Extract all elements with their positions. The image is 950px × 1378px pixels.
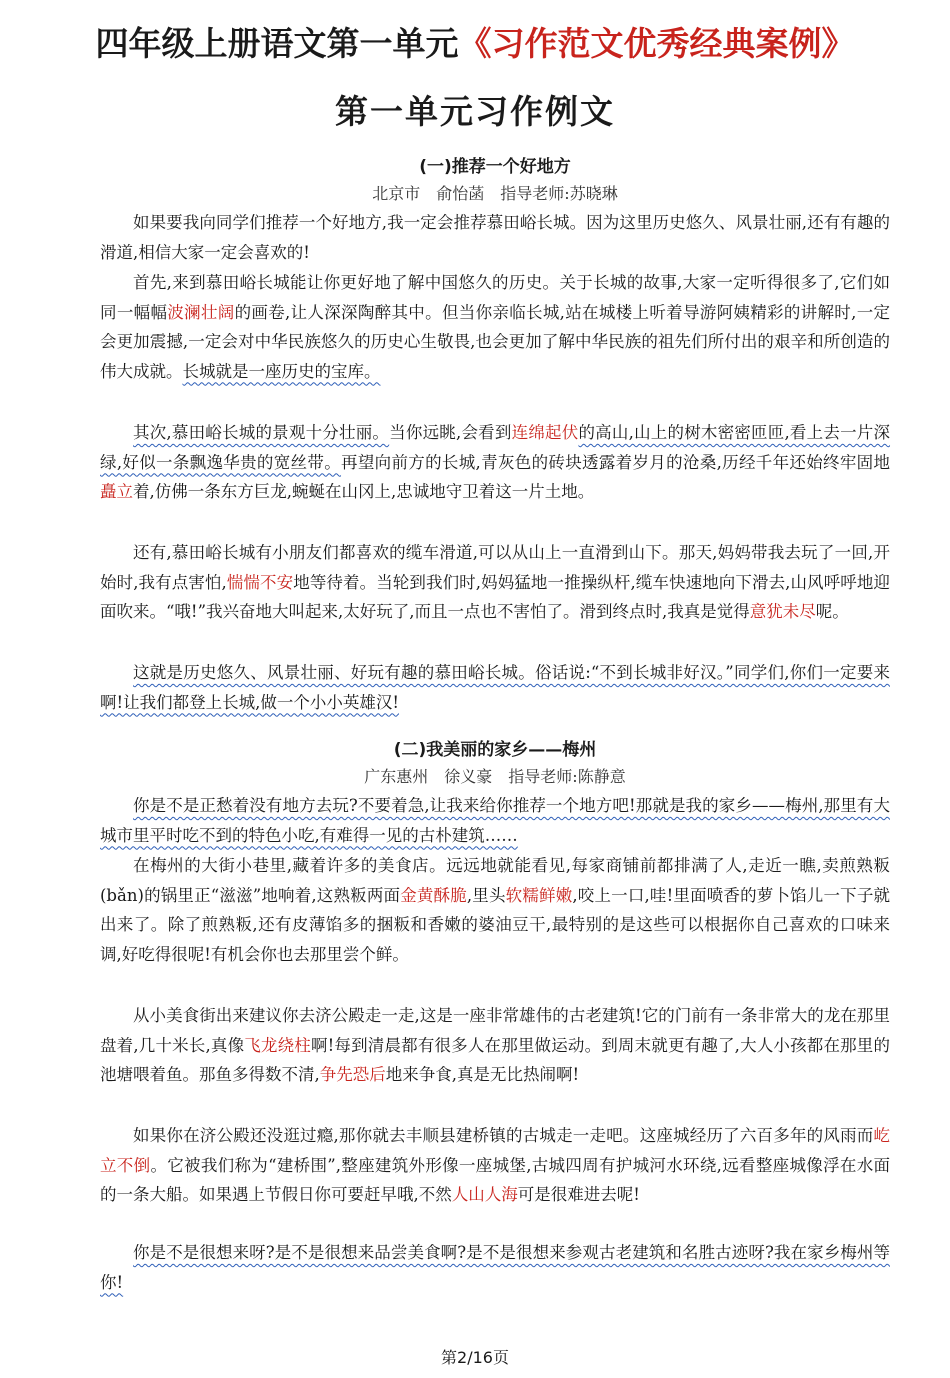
header-title-grade: 四年级上册语文第一单元 (95, 23, 459, 63)
text-run: 可是很难进去呢! (517, 1185, 640, 1204)
essay-2-paragraph (100, 1001, 890, 1090)
underlined-sentence: 的高山,山上的树木密密匝匝,看上去一片深绿,好似一条飘逸华贵的宽丝带。 (100, 423, 891, 472)
text-run: 如果你在济公殿还没逛过瘾,那你就去丰顺县建桥镇的古城走一走吧。这座城经历了六百多年的风雨而 (133, 1126, 874, 1145)
page-header (0, 0, 950, 82)
text-run: 首先,来到慕田峪长城能让你更好地了解中国悠久的历史。关于长城的故事,大家一定听得很多了,它们如同一幅幅 (100, 273, 890, 322)
highlighted-phrase: 金黄酥脆 (400, 885, 467, 905)
essay-1-paragraph (100, 538, 890, 627)
text-run: 从小美食街出来建议你去济公殿走一走,这是一座非常雄伟的古老建筑!它的门前有一条非常大的龙在那里盘着,几十米长,真像 (100, 1006, 890, 1055)
text-run: 地来争食,真是无比热闹啊! (385, 1065, 580, 1084)
essay-2-paragraph (100, 851, 890, 969)
page-number: 第2/16页 (441, 1348, 509, 1367)
highlighted-phrase: 连绵起伏 (511, 423, 579, 442)
text-run: 呢。 (815, 602, 849, 621)
text-run: 。它被我们称为“建桥围”,整座建筑外形像一座城堡,古城四周有护城河水环绕,远看整座城像浮在水面的一条大船。如果遇上节假日你可要赶早哦,不然 (100, 1155, 891, 1204)
underlined-sentence: 你是不是正愁着没有地方去玩?不要着急,让我来给你推荐一个地方吧!那就是我的家乡——梅州,那里有大城市里平时吃不到的特色小吃,有难得一见的古朴建筑…… (100, 796, 890, 845)
main-title: 第一单元习作例文 (335, 92, 615, 131)
highlighted-phrase: 惴惴不安 (226, 572, 294, 592)
highlighted-phrase: 矗立 (100, 482, 133, 501)
highlighted-phrase: 软糯鲜嫩 (505, 885, 573, 905)
essay-1-title: (一)推荐一个好地方 (419, 157, 571, 177)
essay-2-byline: 广东惠州 徐义豪 指导老师:陈静意 (364, 767, 626, 786)
underlined-sentence: 你是不是很想来呀?是不是很想来品尝美食啊?是不是很想来参观古老建筑和名胜古迹呀?我在家乡梅州等你! (100, 1243, 890, 1292)
essay-2-paragraph (100, 1238, 890, 1297)
highlighted-phrase: 争先恐后 (319, 1065, 386, 1084)
text-run: 着,仿佛一条东方巨龙,蜿蜒在山冈上,忠诚地守卫着这一片土地。 (133, 482, 595, 501)
underlined-sentence: 这就是历史悠久、风景壮丽、好玩有趣的慕田峪长城。俗话说:“不到长城非好汉。”同学们,你们一定要来啊!让我们都登上长城,做一个小小英雄汉! (100, 663, 890, 712)
text-run: ,咬上一口,哇!里面喷香的萝卜馅儿一下子就出来了。除了煎熟粄,还有皮薄馅多的捆粄和香嫩的婆油豆干,最特别的是这些可以根据你自己喜欢的口味来调,好吃得很呢!有机会你也去那里尝个鲜。 (100, 885, 891, 964)
text-run: 在梅州的大街小巷里,藏着许多的美食店。远远地就能看见,每家商铺前都排满了人,走近一瞧,卖煎熟粄(bǎn)的锅里正“滋滋”地响着,这熟粄两面 (100, 856, 890, 905)
underlined-sentence: 长城就是一座历史的宝库。 (182, 361, 381, 381)
text-run: ,里头 (466, 885, 506, 905)
highlighted-phrase: 波澜壮阔 (167, 302, 235, 322)
text-run: 如果要我向同学们推荐一个好地方,我一定会推荐慕田峪长城。因为这里历史悠久、风景壮丽,还有有趣的滑道,相信大家一定会喜欢的! (100, 213, 890, 262)
highlighted-phrase: 飞龙绕柱 (244, 1035, 311, 1055)
header-title-collection: 《习作范文优秀经典案例》 (458, 23, 855, 63)
essay-1-paragraph (100, 268, 890, 386)
essay-2-paragraph (100, 1121, 890, 1210)
essay-2-paragraph (100, 791, 890, 850)
text-run: 地等待着。当轮到我们时,妈妈猛地一推操纵杆,缆车快速地向下滑去,山风呼呼地迎面吹来。“哦!”我兴奋地大叫起来,太好玩了,而且一点也不害怕了。滑到终点时,我真是觉得 (100, 572, 890, 621)
essay-1-paragraph (100, 208, 890, 267)
text-run: 当你远眺,会看到 (389, 423, 512, 442)
highlighted-phrase: 屹立不倒 (100, 1126, 890, 1175)
header-title (96, 18, 855, 65)
essay-1-paragraph (100, 418, 890, 507)
text-run: 啊!每到清晨都有很多人在那里做运动。到周末就更有趣了,大人小孩都在那里的池塘喂着鱼。那鱼多得数不清, (100, 1035, 890, 1084)
text-run: 再望向前方的长城,青灰色的砖块透露着岁月的沧桑,历经千年还始终牢固地 (341, 452, 890, 472)
essay-1-byline: 北京市 俞怡菡 指导老师:苏晓琳 (372, 184, 618, 203)
text-run: 的画卷,让人深深陶醉其中。但当你亲临长城,站在城楼上听着导游阿姨精彩的讲解时,一定会更加震撼,一定会对中华民族悠久的历史心生敬畏,也会更加了解中华民族的祖先们所付出的艰辛和所创造的伟大成就。 (100, 302, 891, 381)
highlighted-phrase: 人山人海 (451, 1185, 518, 1204)
essay-1-paragraph (100, 658, 890, 717)
essay-2-title: (二)我美丽的家乡——梅州 (393, 740, 597, 760)
text-run: 还有,慕田峪长城有小朋友们都喜欢的缆车滑道,可以从山上一直滑到山下。那天,妈妈带我去玩了一回,开始时,我有点害怕, (100, 543, 890, 592)
underlined-sentence: 其次,慕田峪长城的景观十分壮丽。 (133, 423, 390, 442)
highlighted-phrase: 意犹未尽 (749, 602, 816, 621)
